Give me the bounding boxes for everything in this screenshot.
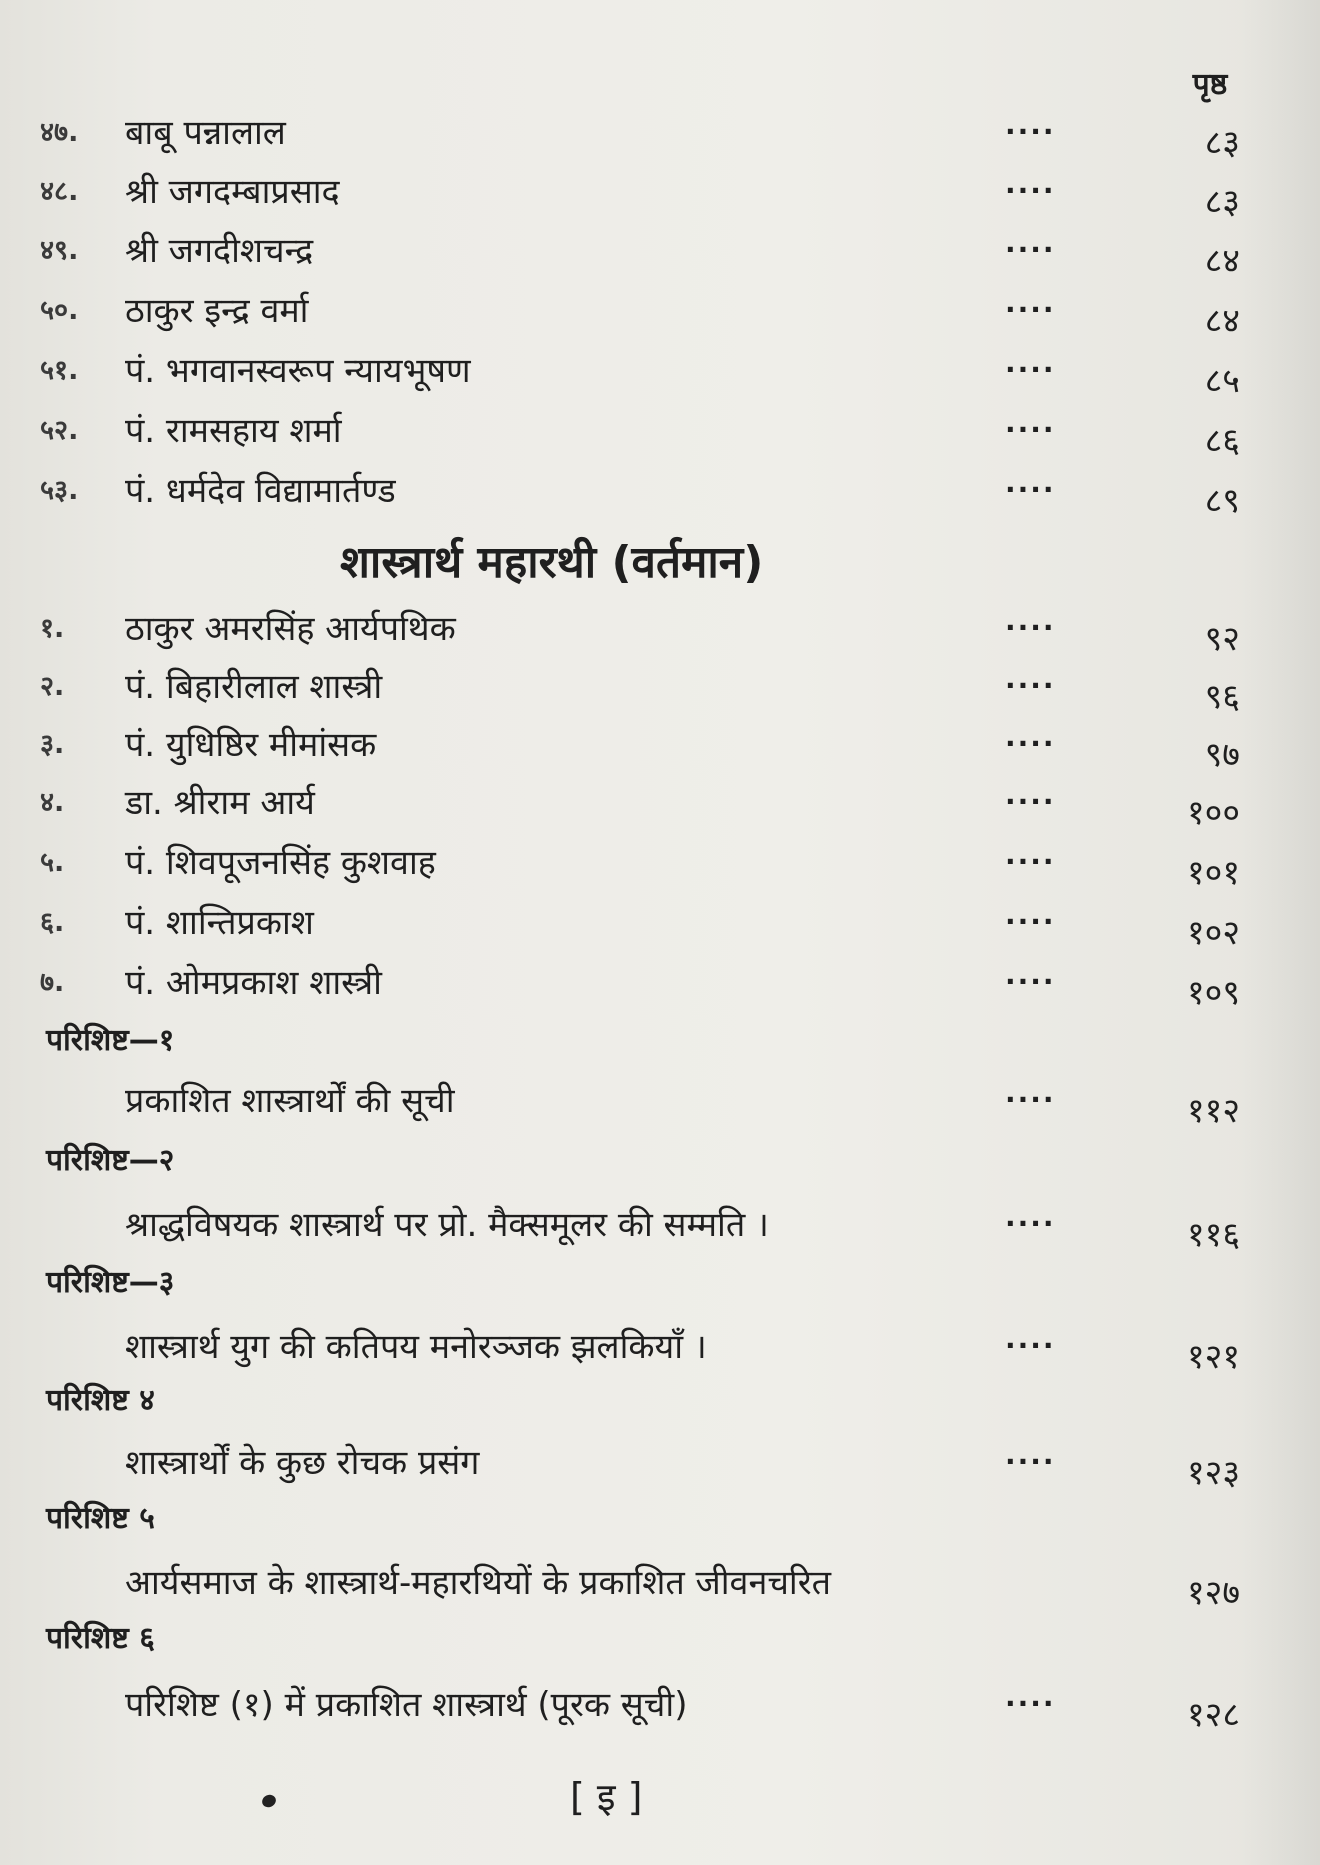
entry-number: ४७. — [40, 117, 79, 148]
entry-page-number: ८४ — [1204, 301, 1240, 341]
appendix-title: श्राद्धविषयक शास्त्रार्थ पर प्रो. मैक्समूलर की सम्मति । — [125, 1205, 769, 1245]
appendix-title: शास्त्रार्थ युग की कतिपय मनोरञ्जक झलकियाँ । — [125, 1327, 707, 1367]
entry-number: ५०. — [40, 295, 79, 326]
toc-entry — [0, 406, 1320, 462]
entry-title: पं. धर्मदेव विद्यामार्तण्ड — [125, 471, 396, 511]
entry-title: ठाकुर अमरसिंह आर्यपथिक — [125, 609, 456, 649]
toc-entry — [0, 838, 1320, 894]
appendix-label: परिशिष्ट—३ — [46, 1265, 175, 1300]
entry-page-number: ८३ — [1204, 123, 1240, 163]
entry-title: पं. शान्तिप्रकाश — [125, 903, 314, 943]
toc-entry — [0, 167, 1320, 223]
toc-entry — [0, 898, 1320, 954]
toc-entry — [0, 720, 1320, 776]
entry-title: पं. बिहारीलाल शास्त्री — [125, 667, 383, 707]
entry-title: श्री जगदीशचन्द्र — [125, 231, 314, 271]
leader-dots: .... — [1005, 108, 1056, 141]
entry-number: ५३. — [40, 475, 79, 506]
entry-number: ५२. — [40, 415, 79, 446]
entry-page-number: १०२ — [1186, 913, 1240, 953]
entry-title: बाबू पन्नालाल — [125, 113, 286, 153]
toc-entry — [0, 958, 1320, 1014]
appendix-title: परिशिष्ट (१) में प्रकाशित शास्त्रार्थ (पूरक सूची) — [125, 1685, 688, 1725]
appendix-title: आर्यसमाज के शास्त्रार्थ-महारथियों के प्रकाशित जीवनचरित — [125, 1563, 832, 1603]
entry-page-number: ८५ — [1204, 361, 1240, 401]
toc-entry — [0, 466, 1320, 522]
entry-page-number: १०९ — [1186, 973, 1240, 1013]
leader-dots: .... — [1005, 778, 1056, 811]
entry-page-number: ८६ — [1204, 421, 1240, 461]
entry-page-number: १०० — [1186, 793, 1240, 833]
appendix-entry — [0, 1200, 1320, 1256]
toc-entry — [0, 108, 1320, 164]
toc-entry — [0, 226, 1320, 282]
entry-page-number: ८४ — [1204, 241, 1240, 281]
entry-number: ५१. — [40, 355, 79, 386]
leader-dots: .... — [1005, 662, 1056, 695]
leader-dots: .... — [1005, 720, 1056, 753]
entry-number: ६. — [40, 907, 65, 938]
appendix-page-number: १२३ — [1186, 1453, 1240, 1493]
leader-dots: .... — [1005, 286, 1056, 319]
appendix-entry — [0, 1558, 1320, 1614]
entry-number: २. — [40, 671, 65, 702]
appendix-page-number: ११२ — [1186, 1091, 1240, 1131]
leader-dots: .... — [1005, 167, 1056, 200]
appendix-entry — [0, 1322, 1320, 1378]
entry-number: ४८. — [40, 176, 79, 207]
entry-title: पं. भगवानस्वरूप न्यायभूषण — [125, 351, 471, 391]
toc-entry — [0, 778, 1320, 834]
toc-entry — [0, 662, 1320, 718]
leader-dots: .... — [1005, 346, 1056, 379]
entry-title: ठाकुर इन्द्र वर्मा — [125, 291, 309, 331]
leader-dots: .... — [1005, 226, 1056, 259]
appendix-page-number: ११६ — [1186, 1215, 1240, 1255]
entry-number: ४. — [40, 787, 65, 818]
entry-page-number: ९६ — [1204, 677, 1240, 717]
page-column-header: पृष्ठ — [1192, 67, 1228, 102]
appendix-label: परिशिष्ट ६ — [46, 1621, 155, 1656]
leader-dots: .... — [1005, 1438, 1056, 1471]
leader-dots: .... — [1005, 838, 1056, 871]
entry-page-number: ८३ — [1204, 182, 1240, 222]
appendix-label: परिशिष्ट—२ — [46, 1143, 175, 1178]
appendix-title: शास्त्रार्थों के कुछ रोचक प्रसंग — [125, 1443, 480, 1483]
appendix-page-number: १२८ — [1186, 1695, 1240, 1735]
toc-entry — [0, 346, 1320, 402]
entry-title: श्री जगदम्बाप्रसाद — [125, 172, 340, 212]
appendix-page-number: १२७ — [1186, 1573, 1240, 1613]
entry-title: पं. रामसहाय शर्मा — [125, 411, 342, 451]
entry-title: डा. श्रीराम आर्य — [125, 783, 315, 823]
leader-dots: .... — [1005, 406, 1056, 439]
appendix-page-number: १२१ — [1186, 1337, 1240, 1377]
entry-title: पं. ओमप्रकाश शास्त्री — [125, 963, 382, 1003]
appendix-title: प्रकाशित शास्त्रार्थों की सूची — [125, 1081, 455, 1121]
appendix-entry — [0, 1076, 1320, 1132]
leader-dots: .... — [1005, 466, 1056, 499]
entry-title: पं. शिवपूजनसिंह कुशवाह — [125, 843, 436, 883]
section-heading: शास्त्रार्थ महारथी (वर्तमान) — [340, 537, 764, 588]
entry-number: ४९. — [40, 235, 79, 266]
footer-page-number: [ इ ] — [570, 1775, 643, 1819]
appendix-label: परिशिष्ट ४ — [46, 1383, 155, 1418]
entry-page-number: ८९ — [1204, 481, 1240, 521]
entry-number: ३. — [40, 729, 65, 760]
leader-dots: .... — [1005, 898, 1056, 931]
leader-dots: .... — [1005, 1200, 1056, 1233]
appendix-entry — [0, 1680, 1320, 1736]
leader-dots: .... — [1005, 1680, 1056, 1713]
leader-dots: .... — [1005, 604, 1056, 637]
leader-dots: .... — [1005, 1076, 1056, 1109]
toc-entry — [0, 286, 1320, 342]
appendix-label: परिशिष्ट—१ — [46, 1023, 175, 1058]
leader-dots: .... — [1005, 958, 1056, 991]
toc-entry — [0, 604, 1320, 660]
entry-number: ७. — [40, 967, 65, 998]
entry-page-number: ९२ — [1204, 619, 1240, 659]
leader-dots: .... — [1005, 1322, 1056, 1355]
entry-page-number: ९७ — [1204, 735, 1240, 775]
appendix-entry — [0, 1438, 1320, 1494]
entry-page-number: १०१ — [1186, 853, 1240, 893]
entry-title: पं. युधिष्ठिर मीमांसक — [125, 725, 377, 765]
appendix-label: परिशिष्ट ५ — [46, 1501, 155, 1536]
entry-number: १. — [40, 613, 65, 644]
entry-number: ५. — [40, 847, 65, 878]
